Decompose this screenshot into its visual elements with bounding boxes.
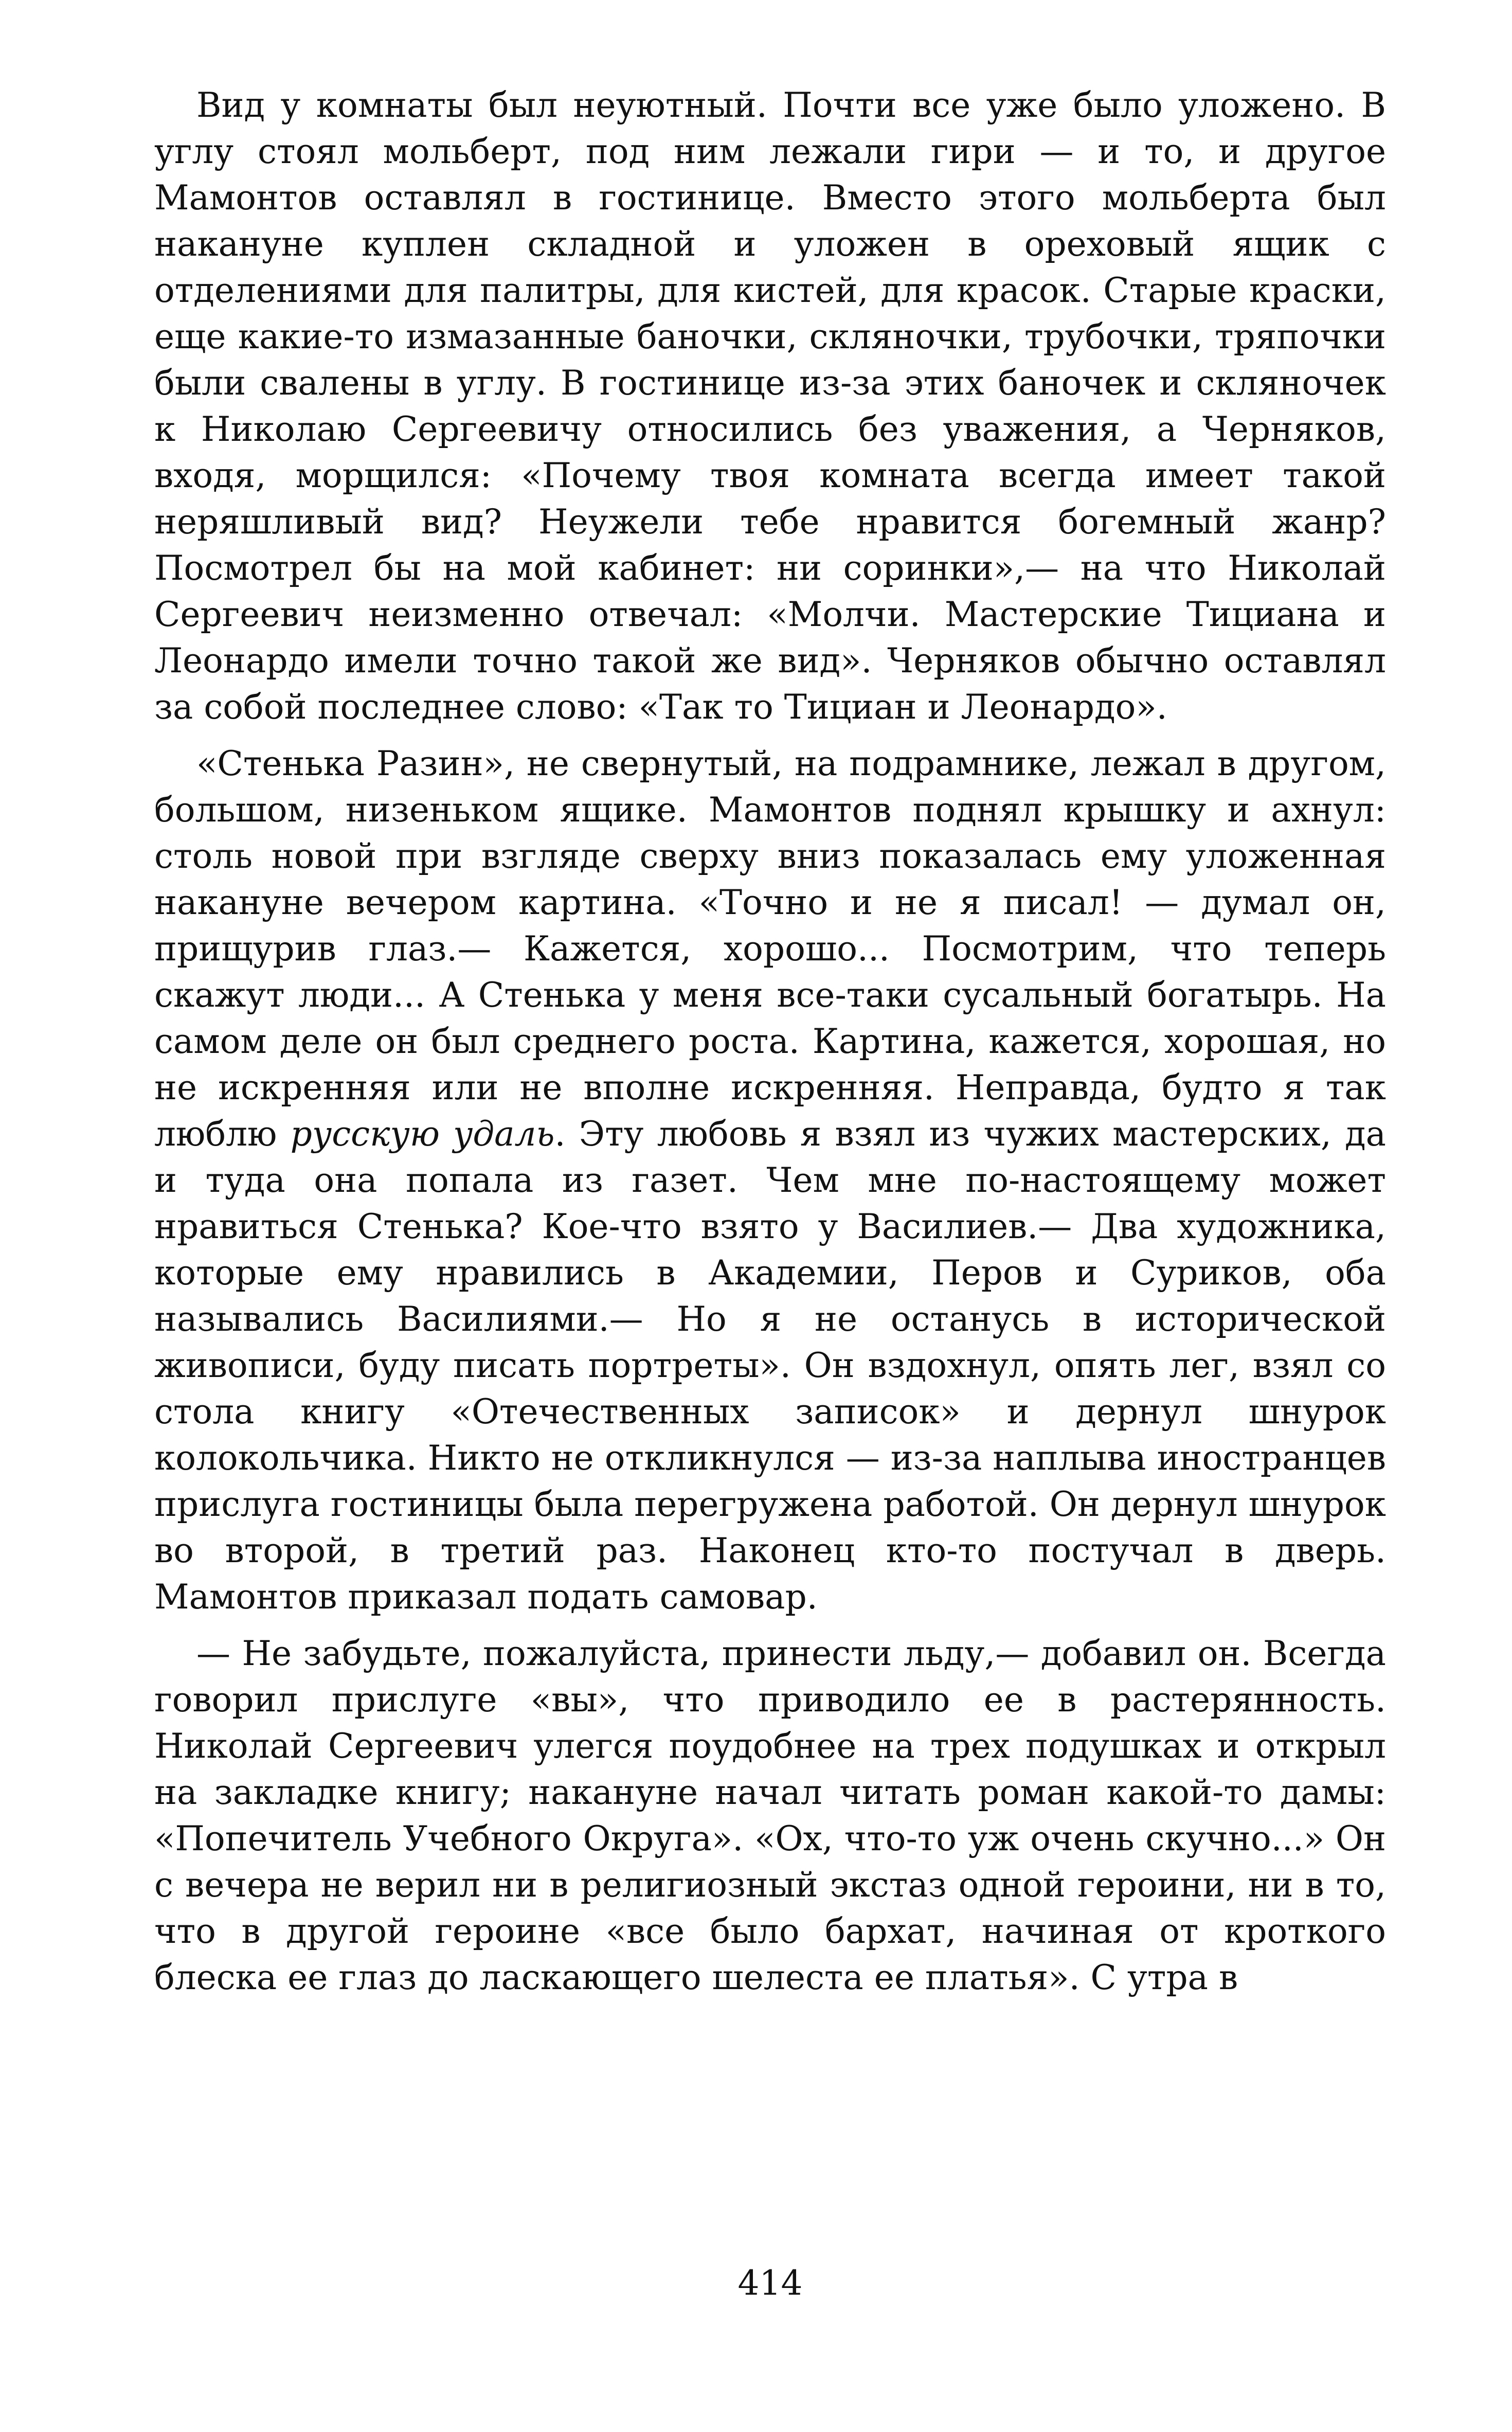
italic-phrase: русскую удаль: [290, 1114, 555, 1154]
paragraph-2: [154, 741, 1386, 1620]
book-page: [154, 82, 1386, 2346]
page-number: 414: [737, 2263, 803, 2303]
paragraph-2-part-a: «Стенька Разин», не свернутый, на подрамнике, лежал в другом, большом, низеньком ящике. Мамонтов поднял крышку и ахнул: столь новой при взгляде сверху вниз показалась ему уложенная накануне вечером картина. «Точно и не я писал! — думал он, прищурив глаз.— Кажется, хорошо... Посмотрим, что теперь скажут люди... А Стенька у меня все-таки сусальный богатырь. На самом деле он был среднего роста. Картина, кажется, хорошая, но не искренняя или не вполне искренняя. Неправда, будто я так люблю: [154, 744, 1386, 1154]
paragraph-3: — Не забудьте, пожалуйста, принести льду,— добавил он. Всегда говорил прислуге «вы», что приводило ее в растерянность. Николай Сергеевич улегся поудобнее на трех подушках и открыл на закладке книгу; накануне начал читать роман какой-то дамы: «Попечитель Учебного Округа». «Ох, что-то уж очень скучно...» Он с вечера не верил ни в религиозный экстаз одной героини, ни в то, что в другой героине «все было бархат, начиная от кроткого блеска ее глаз до ласкающего шелеста ее платья». С утра в: [154, 1634, 1386, 1997]
body-text: [154, 82, 1386, 2001]
paragraph-2-part-b: . Эту любовь я взял из чужих мастерских, да и туда она попала из газет. Чем мне по-настоящему может нравиться Стенька? Кое-что взято у Василиев.— Два художника, которые ему нравились в Академии, Перов и Суриков, оба назывались Василиями.— Но я не останусь в исторической живописи, буду писать портреты». Он вздохнул, опять лег, взял со стола книгу «Отечественных записок» и дернул шнурок колокольчика. Никто не откликнулся — из-за наплыва иностранцев прислуга гостиницы была перегружена работой. Он дернул шнурок во второй, в третий раз. Наконец кто-то постучал в дверь. Мамонтов приказал подать самовар.: [154, 1114, 1387, 1617]
paragraph-1: Вид у комнаты был неуютный. Почти все уже было уложено. В углу стоял мольберт, под ним лежали гири — и то, и другое Мамонтов оставлял в гостинице. Вместо этого мольберта был накануне куплен складной и уложен в ореховый ящик с отделениями для палитры, для кистей, для красок. Старые краски, еще какие-то измазанные баночки, скляночки, трубочки, тряпочки были свалены в углу. В гостинице из-за этих баночек и скляночек к Николаю Сергеевичу относились без уважения, а Черняков, входя, морщился: «Почему твоя комната всегда имеет такой неряшливый вид? Неужели тебе нравится богемный жанр? Посмотрел бы на мой кабинет: ни соринки»,— на что Николай Сергеевич неизменно отвечал: «Молчи. Мастерские Тициана и Леонардо имели точно такой же вид». Черняков обычно оставлял за собой последнее слово: «Так то Тициан и Леонардо».: [154, 85, 1386, 727]
